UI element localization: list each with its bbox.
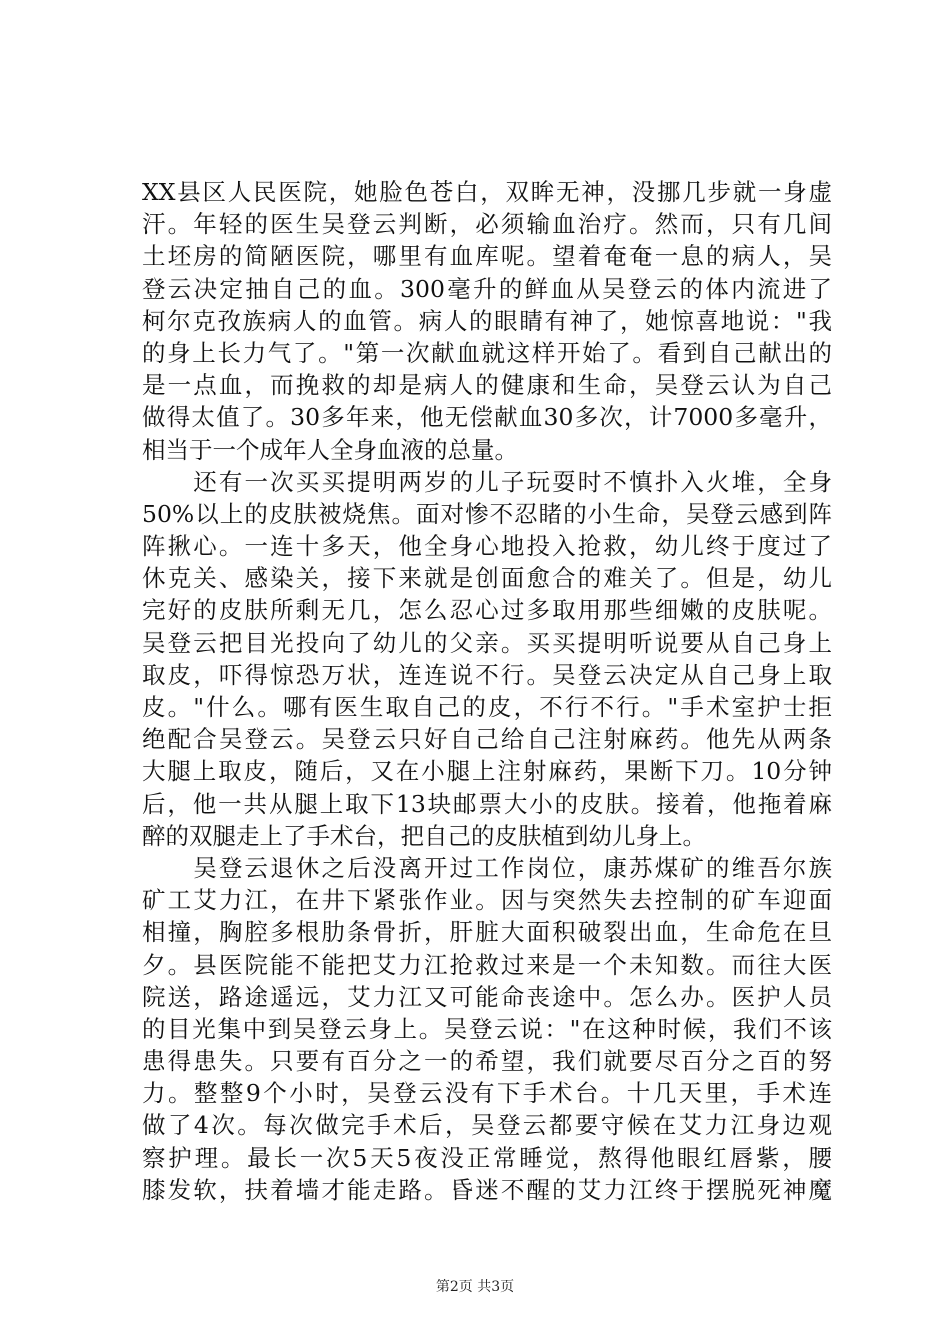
text-line: 做得太值了。30多年来，他无偿献血30多次，计7000多毫升， [142,403,832,432]
text-line: 做了4次。每次做完手术后，吴登云都要守候在艾力江身边观 [142,1111,832,1140]
text-line: 柯尔克孜族病人的血管。病人的眼睛有神了，她惊喜地说："我 [142,306,832,335]
text-line: 是一点血，而挽救的却是病人的健康和生命，吴登云认为自己 [142,371,832,400]
text-line: 夕。县医院能不能把艾力江抢救过来是一个未知数。而往大医 [142,950,832,979]
text-line: 登云决定抽自己的血。300毫升的鲜血从吴登云的体内流进了 [142,274,832,303]
text-line: 察护理。最长一次5天5夜没正常睡觉，熬得他眼红唇紫，腰 [142,1143,832,1172]
text-line: 相撞，胸腔多根肋条骨折，肝脏大面积破裂出血，生命危在旦 [142,918,832,947]
text-line: 矿工艾力江，在井下紧张作业。因与突然失去控制的矿车迎面 [142,886,832,915]
text-line: 汗。年轻的医生吴登云判断，必须输血治疗。然而，只有几间 [142,210,832,239]
text-line: 绝配合吴登云。吴登云只好自己给自己注射麻药。他先从两条 [142,725,832,754]
text-line: 的身上长力气了。"第一次献血就这样开始了。看到自己献出的 [142,338,832,367]
text-line: 休克关、感染关，接下来就是创面愈合的难关了。但是，幼儿 [142,564,832,593]
text-line: 完好的皮肤所剩无几，怎么忍心过多取用那些细嫩的皮肤呢。 [142,596,832,625]
text-line: 吴登云把目光投向了幼儿的父亲。买买提明听说要从自己身上 [142,628,832,657]
page-footer: 第2页 共3页 [435,1279,515,1295]
text-line: 50%以上的皮肤被烧焦。面对惨不忍睹的小生命，吴登云感到阵 [142,499,832,528]
body-text [142,176,832,1206]
text-line: 院送，路途遥远，艾力江又可能命丧途中。怎么办。医护人员 [142,982,832,1011]
text-line: 阵揪心。一连十多天，他全身心地投入抢救，幼儿终于度过了 [142,532,832,561]
text-line: 还有一次买买提明两岁的儿子玩耍时不慎扑入火堆，全身 [142,467,832,496]
text-line: 土坯房的简陋医院，哪里有血库呢。望着奄奄一息的病人，吴 [142,242,832,271]
text-line: 取皮，吓得惊恐万状，连连说不行。吴登云决定从自己身上取 [142,660,832,689]
text-line: 膝发软，扶着墙才能走路。昏迷不醒的艾力江终于摆脱死神魔 [142,1175,832,1204]
text-line: XX县区人民医院，她脸色苍白，双眸无神，没挪几步就一身虚 [142,178,832,206]
text-line: 大腿上取皮，随后，又在小腿上注射麻药，果断下刀。10分钟 [142,757,832,786]
text-line: 患得患失。只要有百分之一的希望，我们就要尽百分之百的努 [142,1047,832,1076]
text-line: 力。整整9个小时，吴登云没有下手术台。十几天里，手术连 [142,1079,832,1108]
text-line: 吴登云退休之后没离开过工作岗位，康苏煤矿的维吾尔族 [142,853,832,882]
text-line: 的目光集中到吴登云身上。吴登云说："在这种时候，我们不该 [142,1014,832,1043]
text-line: 相当于一个成年人全身血液的总量。 [142,435,518,464]
text-line: 醉的双腿走上了手术台，把自己的皮肤植到幼儿身上。 [142,821,706,850]
text-line: 后，他一共从腿上取下13块邮票大小的皮肤。接着，他拖着麻 [142,789,832,818]
text-line: 皮。"什么。哪有医生取自己的皮，不行不行。"手术室护士拒 [142,693,832,721]
